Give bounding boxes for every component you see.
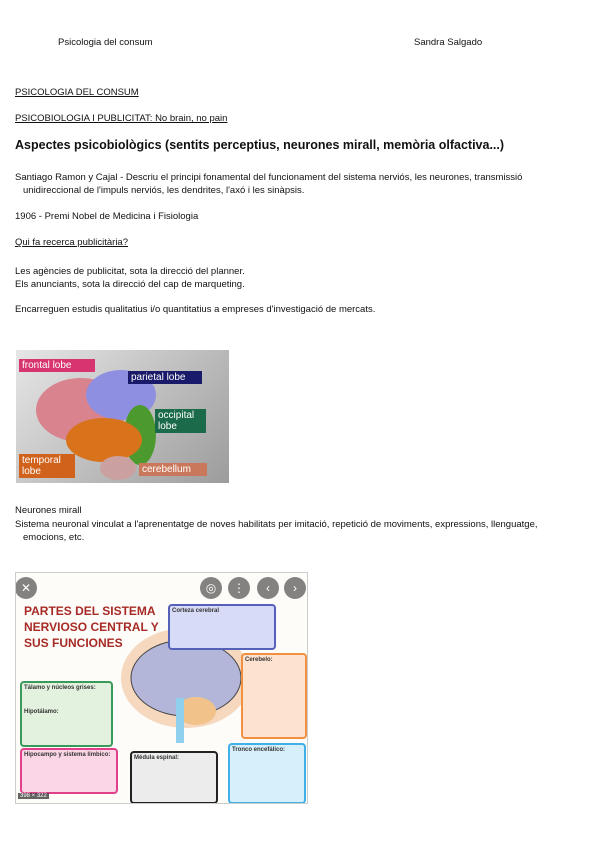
paragraph-research	[15, 265, 585, 291]
text-line: emocions, etc.	[23, 532, 85, 543]
box-title: Cerebelo:	[245, 657, 273, 663]
box-talamo	[20, 681, 113, 747]
label-occipital-lobe: occipital lobe	[155, 409, 206, 433]
box-hipocampo	[20, 748, 118, 794]
label-parietal-lobe: parietal lobe	[128, 371, 202, 384]
brain-lobes-image	[16, 350, 229, 483]
paragraph-studies: Encarreguen estudis qualitatius i/o quantitatius a empreses d'investigació de mercats.	[15, 304, 376, 315]
box-tronco	[228, 743, 306, 804]
box-corteza	[168, 604, 276, 650]
text-line: Santiago Ramon y Cajal - Descriu el principi fonamental del funcionament del sistema nerviós, les neurones, transmissió	[15, 172, 523, 183]
document-title: PSICOLOGIA DEL CONSUM	[15, 87, 139, 98]
box-title: Tálamo y núcleos grises:	[24, 685, 96, 691]
question-heading: Qui fa recerca publicitària?	[15, 237, 128, 248]
mirror-neurons-title: Neurones mirall	[15, 505, 82, 516]
image-size-badge: 398 × 322	[20, 793, 47, 799]
box-title: Tronco encefálico:	[232, 747, 286, 753]
header-right: Sandra Salgado	[414, 37, 483, 48]
text-line: unidireccional de l'impuls nerviós, les dendrites, l'axó i les sinàpsis.	[23, 185, 305, 196]
next-icon[interactable]: ›	[284, 577, 306, 599]
document-subtitle: PSICOBIOLOGIA I PUBLICITAT: No brain, no pain	[15, 113, 228, 124]
text-line: Sistema neuronal vinculat a l'aprenentatge de noves habilitats per imitació, repetició de moviments, expressions, llenguatge,	[15, 519, 538, 530]
box-title: Corteza cerebral	[172, 608, 220, 614]
box-cerebelo	[241, 653, 307, 739]
box-title: Médula espinal:	[134, 755, 180, 761]
paragraph-nobel: 1906 - Premi Nobel de Medicina i Fisiologia	[15, 211, 199, 222]
label-cerebellum: cerebellum	[139, 463, 207, 476]
nervous-system-infographic	[15, 572, 308, 804]
box-title: Hipocampo y sistema límbico:	[24, 752, 111, 758]
label-temporal-lobe: temporal lobe	[19, 454, 75, 478]
previous-icon[interactable]: ‹	[257, 577, 279, 599]
infographic-title: PARTES DEL SISTEMA NERVIOSO CENTRAL Y SUS FUNCIONES	[24, 604, 159, 650]
text-line: Els anunciants, sota la direcció del cap de marqueting.	[15, 279, 245, 290]
more-options-icon[interactable]: ⋮	[228, 577, 250, 599]
paragraph-mirror-neurons	[15, 518, 585, 544]
section-heading: Aspectes psicobiològics (sentits perceptius, neurones mirall, memòria olfactiva...)	[15, 138, 505, 152]
text-line: Les agències de publicitat, sota la direcció del planner.	[15, 266, 245, 277]
header-left: Psicologia del consum	[58, 37, 153, 48]
lens-search-icon[interactable]: ◎	[200, 577, 222, 599]
box-medula	[130, 751, 218, 804]
label-frontal-lobe: frontal lobe	[19, 359, 95, 372]
close-icon[interactable]: ✕	[15, 577, 37, 599]
paragraph-cajal	[15, 171, 585, 197]
box-title: Hipotálamo:	[24, 709, 59, 715]
